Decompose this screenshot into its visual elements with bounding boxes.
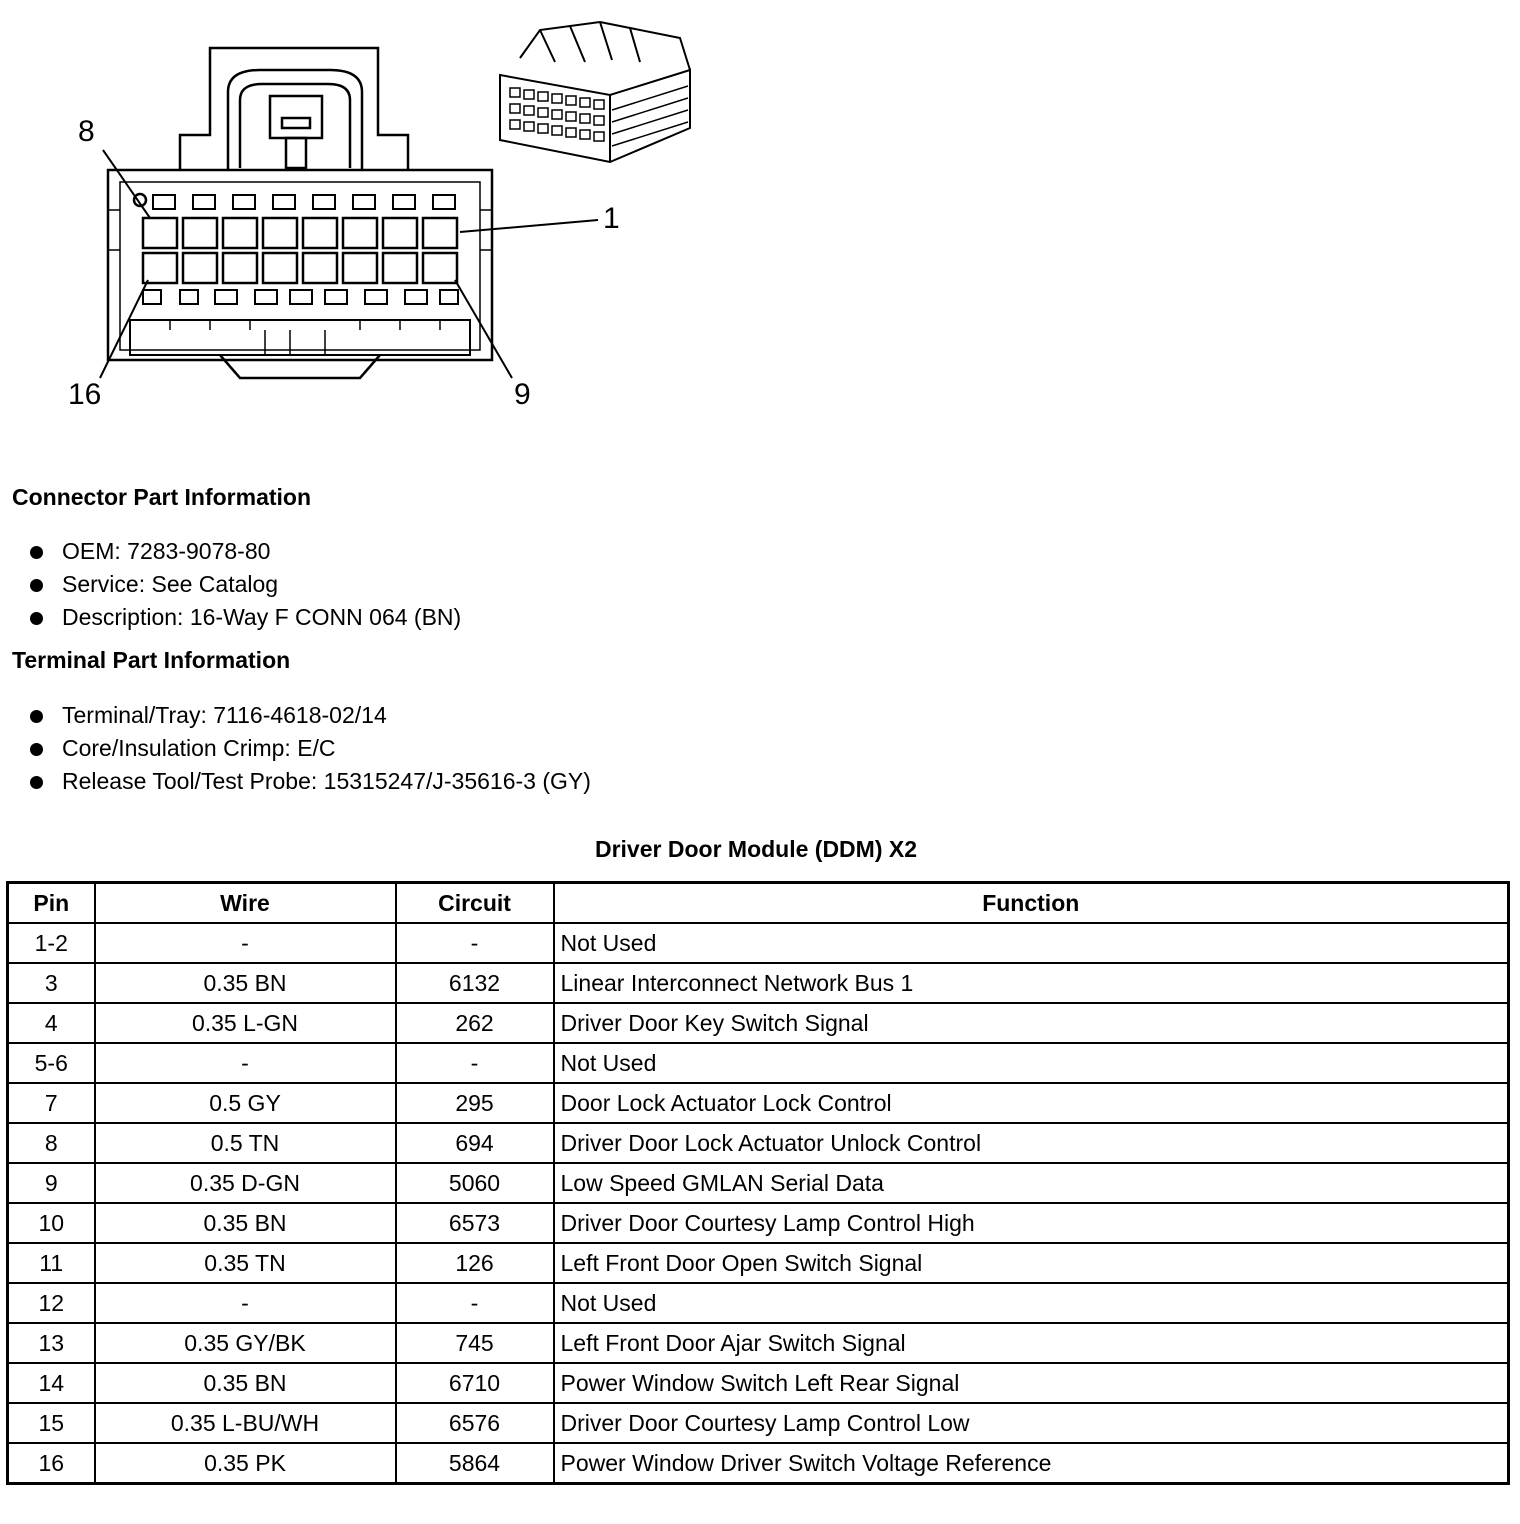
cell-wire: 0.35 L-BU/WH	[95, 1403, 396, 1443]
cell-pin: 1-2	[8, 923, 95, 963]
table-row	[8, 1243, 1509, 1283]
table-row	[8, 963, 1509, 1003]
table-row	[8, 1363, 1509, 1403]
header-function: Function	[554, 883, 1509, 924]
cell-circuit: -	[396, 923, 554, 963]
list-item: Description: 16-Way F CONN 064 (BN)	[28, 601, 461, 634]
cell-pin: 12	[8, 1283, 95, 1323]
table-row	[8, 1083, 1509, 1123]
cell-function: Power Window Switch Left Rear Signal	[554, 1363, 1509, 1403]
list-item: OEM: 7283-9078-80	[28, 535, 461, 568]
cell-circuit: 6710	[396, 1363, 554, 1403]
cell-circuit: 6573	[396, 1203, 554, 1243]
table-caption: Driver Door Module (DDM) X2	[594, 836, 918, 862]
cell-pin: 5-6	[8, 1043, 95, 1083]
table-row	[8, 1323, 1509, 1363]
cell-function: Door Lock Actuator Lock Control	[554, 1083, 1509, 1123]
cell-pin: 9	[8, 1163, 95, 1203]
table-row	[8, 1403, 1509, 1443]
terminal-info-list	[28, 699, 591, 798]
cell-wire: -	[95, 1283, 396, 1323]
cell-wire: 0.35 L-GN	[95, 1003, 396, 1043]
cell-function: Not Used	[554, 923, 1509, 963]
cell-wire: 0.35 GY/BK	[95, 1323, 396, 1363]
cell-wire: -	[95, 923, 396, 963]
cell-circuit: -	[396, 1283, 554, 1323]
table-row	[8, 923, 1509, 963]
cell-circuit: 694	[396, 1123, 554, 1163]
connector-info-list	[28, 535, 461, 634]
pin-label-8: 8	[78, 115, 95, 148]
cell-wire: 0.35 TN	[95, 1243, 396, 1283]
cell-function: Low Speed GMLAN Serial Data	[554, 1163, 1509, 1203]
list-item: Release Tool/Test Probe: 15315247/J-35616-3 (GY)	[28, 765, 591, 798]
pin-label-16: 16	[68, 378, 102, 411]
cell-wire: 0.5 TN	[95, 1123, 396, 1163]
cell-wire: 0.35 BN	[95, 1363, 396, 1403]
cell-pin: 13	[8, 1323, 95, 1363]
cell-pin: 10	[8, 1203, 95, 1243]
cell-wire: -	[95, 1043, 396, 1083]
cell-pin: 8	[8, 1123, 95, 1163]
cell-wire: 0.35 PK	[95, 1443, 396, 1484]
table-row	[8, 1203, 1509, 1243]
header-circuit: Circuit	[396, 883, 554, 924]
pin-label-1: 1	[603, 202, 620, 235]
table-row	[8, 1163, 1509, 1203]
cell-function: Not Used	[554, 1283, 1509, 1323]
cell-circuit: 5060	[396, 1163, 554, 1203]
cell-circuit: 262	[396, 1003, 554, 1043]
cell-function: Driver Door Courtesy Lamp Control Low	[554, 1403, 1509, 1443]
cell-pin: 15	[8, 1403, 95, 1443]
cell-pin: 7	[8, 1083, 95, 1123]
cell-circuit: 295	[396, 1083, 554, 1123]
cell-circuit: 6132	[396, 963, 554, 1003]
cell-wire: 0.35 BN	[95, 963, 396, 1003]
cell-wire: 0.35 D-GN	[95, 1163, 396, 1203]
cell-pin: 3	[8, 963, 95, 1003]
cell-wire: 0.5 GY	[95, 1083, 396, 1123]
table-row	[8, 1283, 1509, 1323]
cell-function: Power Window Driver Switch Voltage Reference	[554, 1443, 1509, 1484]
cell-pin: 11	[8, 1243, 95, 1283]
cell-pin: 4	[8, 1003, 95, 1043]
cell-circuit: 6576	[396, 1403, 554, 1443]
cell-circuit: 5864	[396, 1443, 554, 1484]
cell-function: Driver Door Key Switch Signal	[554, 1003, 1509, 1043]
header-pin: Pin	[8, 883, 95, 924]
connector-info-title: Connector Part Information	[12, 484, 312, 510]
cell-function: Left Front Door Open Switch Signal	[554, 1243, 1509, 1283]
cell-function: Linear Interconnect Network Bus 1	[554, 963, 1509, 1003]
list-item: Service: See Catalog	[28, 568, 461, 601]
terminal-info-title: Terminal Part Information	[12, 647, 291, 673]
cell-circuit: 745	[396, 1323, 554, 1363]
cell-circuit: 126	[396, 1243, 554, 1283]
pin-label-9: 9	[514, 378, 531, 411]
table-row	[8, 1043, 1509, 1083]
list-item: Terminal/Tray: 7116-4618-02/14	[28, 699, 591, 732]
connector-figure	[0, 0, 720, 430]
cell-function: Driver Door Courtesy Lamp Control High	[554, 1203, 1509, 1243]
table-row	[8, 1123, 1509, 1163]
table-header-row	[8, 883, 1509, 924]
cell-function: Not Used	[554, 1043, 1509, 1083]
table-row	[8, 1443, 1509, 1484]
cell-function: Driver Door Lock Actuator Unlock Control	[554, 1123, 1509, 1163]
table-row	[8, 1003, 1509, 1043]
header-wire: Wire	[95, 883, 396, 924]
connector-isometric-view	[500, 22, 690, 162]
list-item: Core/Insulation Crimp: E/C	[28, 732, 591, 765]
cell-pin: 14	[8, 1363, 95, 1403]
pinout-table	[6, 881, 1510, 1485]
cell-pin: 16	[8, 1443, 95, 1484]
cell-circuit: -	[396, 1043, 554, 1083]
cell-function: Left Front Door Ajar Switch Signal	[554, 1323, 1509, 1363]
cell-wire: 0.35 BN	[95, 1203, 396, 1243]
